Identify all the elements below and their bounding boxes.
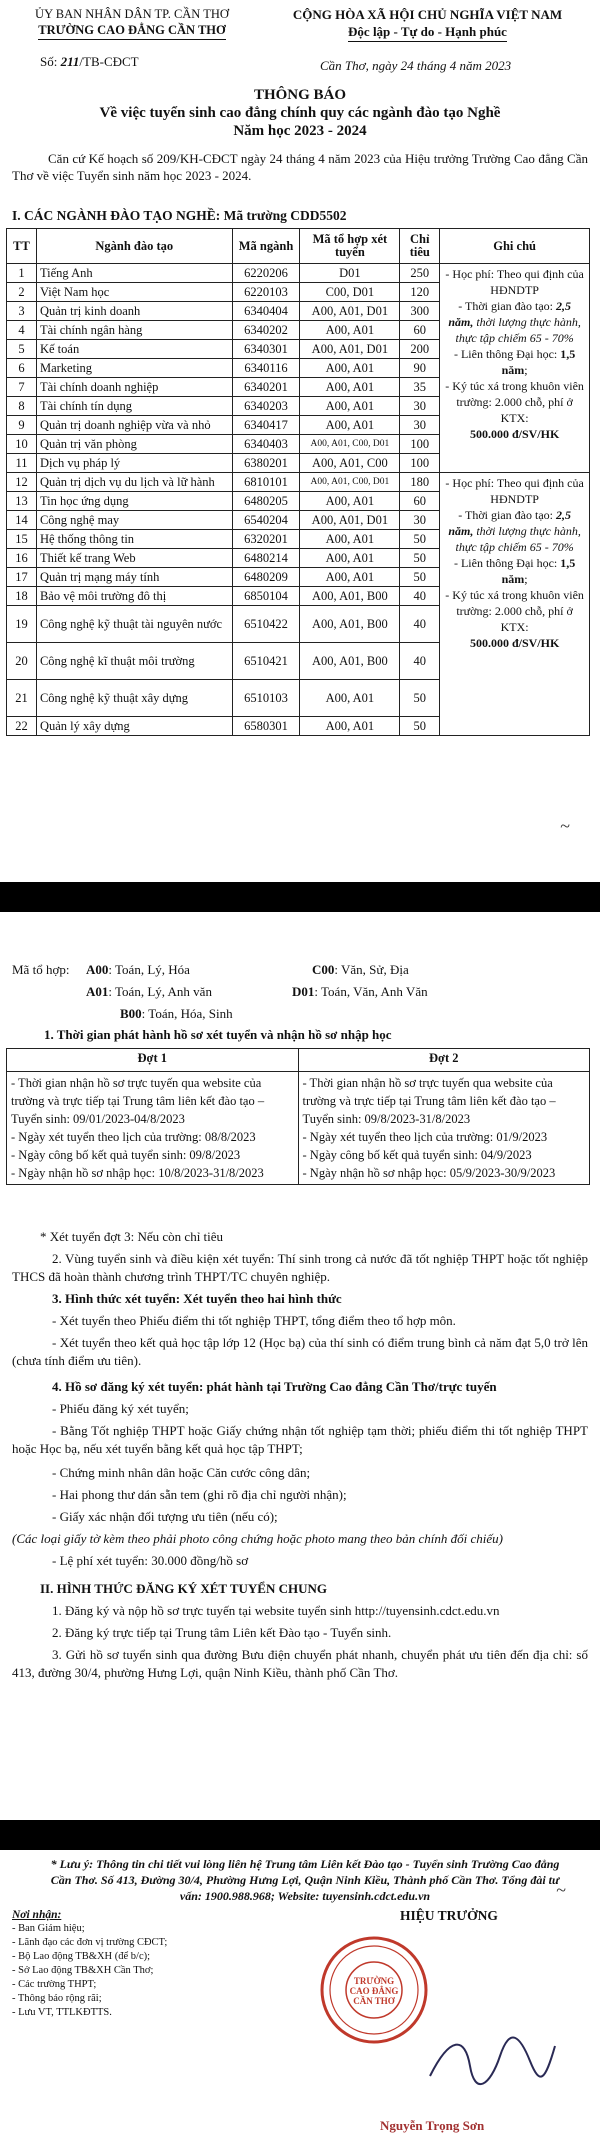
cell-code: 6340301 bbox=[232, 340, 300, 359]
cell-major: Marketing bbox=[36, 359, 232, 378]
cell-quota: 90 bbox=[400, 359, 440, 378]
cell-quota: 60 bbox=[400, 492, 440, 511]
cell-combo: A00, A01, B00 bbox=[300, 606, 400, 643]
cell-major: Dịch vụ pháp lý bbox=[36, 454, 232, 473]
cell-tt: 12 bbox=[7, 473, 37, 492]
cell-quota: 200 bbox=[400, 340, 440, 359]
cell-quota: 50 bbox=[400, 680, 440, 717]
col-tt: TT bbox=[7, 229, 37, 264]
cell-combo: A00, A01 bbox=[300, 416, 400, 435]
cell-major: Quản trị mạng máy tính bbox=[36, 568, 232, 587]
col-combo: Mã tổ hợp xét tuyển bbox=[300, 229, 400, 264]
round-2-header: Đợt 2 bbox=[298, 1049, 590, 1072]
cell-tt: 5 bbox=[7, 340, 37, 359]
handwritten-signature bbox=[420, 2026, 560, 2096]
cell-major: Quản trị dịch vụ du lịch và lữ hành bbox=[36, 473, 232, 492]
cell-quota: 50 bbox=[400, 549, 440, 568]
issuing-org bbox=[12, 6, 252, 40]
cell-quota: 180 bbox=[400, 473, 440, 492]
cell-tt: 14 bbox=[7, 511, 37, 530]
recipient-item: - Thông báo rộng rãi; bbox=[12, 1993, 102, 2004]
subsection-3-title: 3. Hình thức xét tuyển: Xét tuyển theo hai hình thức bbox=[52, 1291, 342, 1306]
cell-quota: 30 bbox=[400, 511, 440, 530]
page-separator bbox=[0, 882, 600, 912]
cell-quota: 30 bbox=[400, 416, 440, 435]
subsection-4-title: 4. Hồ sơ đăng ký xét tuyển: phát hành tại Trường Cao đẳng Cần Thơ/trực tuyến bbox=[52, 1379, 497, 1394]
majors-table bbox=[6, 228, 590, 736]
col-note: Ghi chú bbox=[440, 229, 590, 264]
cell-major: Bảo vệ môi trường đô thị bbox=[36, 587, 232, 606]
cell-major: Thiết kế trang Web bbox=[36, 549, 232, 568]
recipient-item: - Bộ Lao động TB&XH (để b/c); bbox=[12, 1951, 151, 1962]
cell-major: Tài chính ngân hàng bbox=[36, 321, 232, 340]
subsection-1-title: 1. Thời gian phát hành hồ sơ xét tuyển và nhận hồ sơ nhập học bbox=[44, 1027, 392, 1042]
cell-major: Công nghệ kỹ thuật xây dựng bbox=[36, 680, 232, 717]
cell-quota: 40 bbox=[400, 606, 440, 643]
contact-note: * Lưu ý: Thông tin chi tiết vui lòng liên hệ Trung tâm Liên kết Đào tạo - Tuyển sinh Trường Cao đẳng Cần Thơ. Số 413, Đường 30/4, Phường Hưng Lợi, Quận Ninh Kiều, Thành phố Cần Thơ. Tổng đài tư vấn: 1900.988.968; Website: tuyensinh.cdct.edu.vn bbox=[50, 1857, 560, 1903]
cell-tt: 18 bbox=[7, 587, 37, 606]
cell-tt: 13 bbox=[7, 492, 37, 511]
cell-tt: 3 bbox=[7, 302, 37, 321]
cell-combo: A00, A01 bbox=[300, 359, 400, 378]
note-group-1: - Học phí: Theo qui định của HĐNDTP - Thời gian đào tạo: 2,5 năm, thời lượng thực hành, thực tập chiếm 65 - 70% - Liên thông Đại học: 1,5 năm; - Ký túc xá trong khuôn viên trường: 2.000 chỗ, phí ở KTX: 500.000 đ/SV/HK bbox=[440, 264, 590, 473]
cell-major: Quản trị doanh nghiệp vừa và nhỏ bbox=[36, 416, 232, 435]
cell-code: 6380201 bbox=[232, 454, 300, 473]
cell-tt: 2 bbox=[7, 283, 37, 302]
cell-code: 6510422 bbox=[232, 606, 300, 643]
doc-item-2: - Bằng Tốt nghiệp THPT hoặc Giấy chứng nhận tốt nghiệp tạm thời; phiếu điểm thi tốt nghiệp THPT hoặc Học bạ, nếu xét tuyển bằng kết quả học tập THPT; bbox=[12, 1423, 588, 1456]
col-code: Mã ngành bbox=[232, 229, 300, 264]
cell-code: 6340417 bbox=[232, 416, 300, 435]
cell-combo: A00, A01, C00 bbox=[300, 454, 400, 473]
initial-mark-1: ~ bbox=[560, 816, 570, 836]
cell-code: 6480205 bbox=[232, 492, 300, 511]
combo-codes-label: Mã tổ hợp: bbox=[12, 962, 70, 977]
recipient-item: - Lưu VT, TTLKĐTTS. bbox=[12, 2007, 112, 2018]
cell-combo: A00, A01 bbox=[300, 680, 400, 717]
cell-quota: 120 bbox=[400, 283, 440, 302]
cell-combo: A00, A01 bbox=[300, 321, 400, 340]
round-3-note: * Xét tuyển đợt 3: Nếu còn chỉ tiêu bbox=[40, 1229, 224, 1244]
application-fee: - Lệ phí xét tuyển: 30.000 đồng/hồ sơ bbox=[52, 1553, 249, 1568]
cell-combo: A00, A01, D01 bbox=[300, 340, 400, 359]
cell-tt: 8 bbox=[7, 397, 37, 416]
combo-a00: A00: Toán, Lý, Hóa bbox=[86, 962, 190, 977]
subsection-2: 2. Vùng tuyển sinh và điều kiện xét tuyển: Thí sinh trong cả nước đã tốt nghiệp THPT hoặc tốt nghiệp THCS đã hoàn thành chương trình THPT/TC chuyên nghiệp. bbox=[12, 1251, 588, 1284]
cell-combo: A00, A01, D01 bbox=[300, 511, 400, 530]
page-separator bbox=[0, 1820, 600, 1850]
cell-code: 6480214 bbox=[232, 549, 300, 568]
cell-major: Tài chính doanh nghiệp bbox=[36, 378, 232, 397]
cell-tt: 1 bbox=[7, 264, 37, 283]
cell-major: Tài chính tín dụng bbox=[36, 397, 232, 416]
initial-mark-2: ~ bbox=[556, 1880, 566, 1900]
cell-quota: 50 bbox=[400, 717, 440, 736]
cell-combo: A00, A01 bbox=[300, 378, 400, 397]
recipient-item: - Sở Lao động TB&XH Cần Thơ; bbox=[12, 1965, 154, 1976]
round-1-details: - Thời gian nhận hồ sơ trực tuyến qua website của trường và trực tiếp tại Trung tâm liên kết đào tạo – Tuyển sinh: 09/01/2023-04/8/2023 - Ngày xét tuyển theo lịch của trường: 08/8/2023 - Ngày công bố kết quả tuyển sinh: 09/8/2023 - Ngày nhận hồ sơ nhập học: 10/8/2023-31/8/2023 bbox=[7, 1072, 299, 1185]
doc-item-5: - Giấy xác nhận đối tượng ưu tiên (nếu có); bbox=[52, 1509, 278, 1524]
recipient-item: - Lãnh đạo các đơn vị trường CĐCT; bbox=[12, 1937, 168, 1948]
cell-code: 6850104 bbox=[232, 587, 300, 606]
cell-tt: 21 bbox=[7, 680, 37, 717]
cell-combo: A00, A01, B00 bbox=[300, 587, 400, 606]
recipient-item: - Ban Giám hiệu; bbox=[12, 1923, 85, 1934]
signer-name: Nguyễn Trọng Sơn bbox=[380, 2118, 485, 2133]
col-major: Ngành đào tạo bbox=[36, 229, 232, 264]
cell-combo: A00, A01 bbox=[300, 397, 400, 416]
combo-a01: A01: Toán, Lý, Anh văn bbox=[86, 984, 212, 999]
cell-code: 6220206 bbox=[232, 264, 300, 283]
document-number-value: 211 bbox=[60, 54, 80, 69]
issue-date: Cần Thơ, ngày 24 tháng 4 năm 2023 bbox=[320, 58, 512, 73]
cell-quota: 100 bbox=[400, 435, 440, 454]
cell-major: Công nghệ may bbox=[36, 511, 232, 530]
cell-code: 6340403 bbox=[232, 435, 300, 454]
subsection-3-item-2: - Xét tuyển theo kết quả học tập lớp 12 (Học bạ) của thí sinh có điểm trung bình cả năm đạt 5,0 trở lên (chưa tính điểm ưu tiên). bbox=[12, 1335, 588, 1368]
svg-text:TRƯỜNG: TRƯỜNG bbox=[353, 1976, 395, 1986]
cell-code: 6340201 bbox=[232, 378, 300, 397]
document-number: Số: 211/TB-CĐCT bbox=[40, 54, 139, 69]
majors-table-header bbox=[7, 229, 590, 264]
cell-major: Kế toán bbox=[36, 340, 232, 359]
intro-paragraph: Căn cứ Kế hoạch số 209/KH-CĐCT ngày 24 tháng 4 năm 2023 của Hiệu trưởng Trường Cao đẳng Cần Thơ về việc Tuyển sinh năm học 2023 - 2024. bbox=[12, 151, 588, 183]
cell-code: 6540204 bbox=[232, 511, 300, 530]
cell-code: 6340404 bbox=[232, 302, 300, 321]
svg-text:CAO ĐẲNG: CAO ĐẲNG bbox=[349, 1986, 399, 1996]
doc-item-4: - Hai phong thư dán sẵn tem (ghi rõ địa chỉ người nhận); bbox=[52, 1487, 347, 1502]
cell-code: 6580301 bbox=[232, 717, 300, 736]
cell-combo: A00, A01, B00 bbox=[300, 643, 400, 680]
cell-major: Quản trị văn phòng bbox=[36, 435, 232, 454]
note-group-2: - Học phí: Theo qui định của HĐNDTP - Thời gian đào tạo: 2,5 năm, thời lượng thực hành, thực tập chiếm 65 - 70% - Liên thông Đại học: 1,5 năm; - Ký túc xá trong khuôn viên trường: 2.000 chỗ, phí ở KTX: 500.000 đ/SV/HK bbox=[440, 473, 590, 736]
cell-combo: A00, A01, C00, D01 bbox=[300, 435, 400, 454]
cell-tt: 7 bbox=[7, 378, 37, 397]
cell-combo: A00, A01, C00, D01 bbox=[300, 473, 400, 492]
cell-tt: 9 bbox=[7, 416, 37, 435]
cell-quota: 300 bbox=[400, 302, 440, 321]
round-1-header: Đợt 1 bbox=[7, 1049, 299, 1072]
combo-b00: B00: Toán, Hóa, Sinh bbox=[120, 1006, 233, 1021]
reg-item-3: 3. Gửi hồ sơ tuyển sinh qua đường Bưu điện chuyển phát nhanh, chuyển phát ưu tiên đến địa chỉ: số 413, đường 30/4, phường Hưng Lợi, quận Ninh Kiều, thành phố Cần Thơ. bbox=[12, 1647, 588, 1680]
cell-code: 6510421 bbox=[232, 643, 300, 680]
section-2-title: II. HÌNH THỨC ĐĂNG KÝ XÉT TUYỂN CHUNG bbox=[40, 1581, 328, 1596]
reg-item-1: 1. Đăng ký và nộp hồ sơ trực tuyến tại website tuyển sinh http://tuyensinh.cdct.edu.vn bbox=[52, 1603, 500, 1618]
cell-code: 6810101 bbox=[232, 473, 300, 492]
cell-tt: 20 bbox=[7, 643, 37, 680]
cell-code: 6320201 bbox=[232, 530, 300, 549]
org-line-2: TRƯỜNG CAO ĐẲNG CẦN THƠ bbox=[38, 22, 226, 40]
national-motto bbox=[260, 6, 595, 42]
cell-code: 6480209 bbox=[232, 568, 300, 587]
table-row bbox=[7, 264, 590, 283]
table-row bbox=[7, 473, 590, 492]
cell-quota: 250 bbox=[400, 264, 440, 283]
cell-tt: 22 bbox=[7, 717, 37, 736]
country-name: CỘNG HÒA XÃ HỘI CHỦ NGHĨA VIỆT NAM bbox=[292, 7, 563, 22]
cell-major: Tin học ứng dụng bbox=[36, 492, 232, 511]
cell-combo: A00, A01 bbox=[300, 717, 400, 736]
cell-combo: C00, D01 bbox=[300, 283, 400, 302]
cell-combo: A00, A01 bbox=[300, 492, 400, 511]
cell-combo: A00, A01 bbox=[300, 549, 400, 568]
cell-tt: 16 bbox=[7, 549, 37, 568]
cell-combo: A00, A01 bbox=[300, 530, 400, 549]
cell-quota: 50 bbox=[400, 530, 440, 549]
cell-major: Công nghệ kĩ thuật môi trường bbox=[36, 643, 232, 680]
cell-combo: D01 bbox=[300, 264, 400, 283]
cell-major: Hệ thống thông tin bbox=[36, 530, 232, 549]
cell-major: Việt Nam học bbox=[36, 283, 232, 302]
page-1 bbox=[0, 0, 600, 880]
signer-title: HIỆU TRƯỞNG bbox=[400, 1908, 498, 1923]
cell-quota: 40 bbox=[400, 587, 440, 606]
cell-code: 6220103 bbox=[232, 283, 300, 302]
recipient-item: - Các trường THPT; bbox=[12, 1979, 97, 1990]
cell-combo: A00, A01 bbox=[300, 568, 400, 587]
recipients-title: Nơi nhận: bbox=[12, 1909, 62, 1921]
cell-tt: 19 bbox=[7, 606, 37, 643]
cell-code: 6340202 bbox=[232, 321, 300, 340]
cell-quota: 50 bbox=[400, 568, 440, 587]
reg-item-2: 2. Đăng ký trực tiếp tại Trung tâm Liên kết Đào tạo - Tuyển sinh. bbox=[52, 1625, 392, 1640]
col-quota: Chỉ tiêu bbox=[400, 229, 440, 264]
document-title: THÔNG BÁO Về việc tuyển sinh cao đẳng chính quy các ngành đào tạo Nghề Năm học 2023 - 2024 bbox=[99, 87, 501, 139]
recipients bbox=[12, 1908, 167, 2020]
org-line-1: ỦY BAN NHÂN DÂN TP. CẦN THƠ bbox=[35, 7, 229, 21]
svg-text:CẦN THƠ: CẦN THƠ bbox=[353, 1996, 395, 2006]
copy-note: (Các loại giấy tờ kèm theo phải photo công chứng hoặc photo mang theo bản chính đối chiếu) bbox=[12, 1531, 503, 1546]
cell-combo: A00, A01, D01 bbox=[300, 302, 400, 321]
cell-tt: 4 bbox=[7, 321, 37, 340]
combo-c00: C00: Văn, Sử, Địa bbox=[312, 962, 409, 977]
cell-major: Tiếng Anh bbox=[36, 264, 232, 283]
cell-quota: 30 bbox=[400, 397, 440, 416]
page-3 bbox=[0, 1850, 600, 2153]
combo-d01: D01: Toán, Văn, Anh Văn bbox=[292, 984, 428, 999]
doc-item-1: - Phiếu đăng ký xét tuyển; bbox=[52, 1401, 189, 1416]
cell-major: Quản trị kinh doanh bbox=[36, 302, 232, 321]
section-1-title: I. CÁC NGÀNH ĐÀO TẠO NGHỀ: Mã trường CDD5502 bbox=[12, 208, 347, 223]
cell-tt: 10 bbox=[7, 435, 37, 454]
doc-item-3: - Chứng minh nhân dân hoặc Căn cước công dân; bbox=[52, 1465, 311, 1480]
official-seal bbox=[318, 1934, 430, 2046]
cell-major: Công nghệ kỹ thuật tài nguyên nước bbox=[36, 606, 232, 643]
cell-code: 6510103 bbox=[232, 680, 300, 717]
admission-rounds-table bbox=[6, 1048, 590, 1185]
cell-major: Quản lý xây dựng bbox=[36, 717, 232, 736]
motto: Độc lập - Tự do - Hạnh phúc bbox=[348, 23, 507, 42]
cell-tt: 17 bbox=[7, 568, 37, 587]
cell-tt: 15 bbox=[7, 530, 37, 549]
cell-tt: 6 bbox=[7, 359, 37, 378]
subsection-3-item-1: - Xét tuyển theo Phiếu điểm thi tốt nghiệp THPT, tổng điểm theo tổ hợp môn. bbox=[52, 1313, 456, 1328]
cell-quota: 100 bbox=[400, 454, 440, 473]
round-2-details: - Thời gian nhận hồ sơ trực tuyến qua website của trường và trực tiếp tại Trung tâm liên kết đào tạo – Tuyển sinh: 09/8/2023-31/8/2023 - Ngày xét tuyển theo lịch của trường: 01/9/2023 - Ngày công bố kết quả tuyển sinh: 04/9/2023 - Ngày nhận hồ sơ nhập học: 05/9/2023-30/9/2023 bbox=[298, 1072, 590, 1185]
cell-code: 6340116 bbox=[232, 359, 300, 378]
cell-tt: 11 bbox=[7, 454, 37, 473]
cell-quota: 35 bbox=[400, 378, 440, 397]
page-2 bbox=[0, 912, 600, 1820]
cell-code: 6340203 bbox=[232, 397, 300, 416]
cell-quota: 40 bbox=[400, 643, 440, 680]
cell-quota: 60 bbox=[400, 321, 440, 340]
